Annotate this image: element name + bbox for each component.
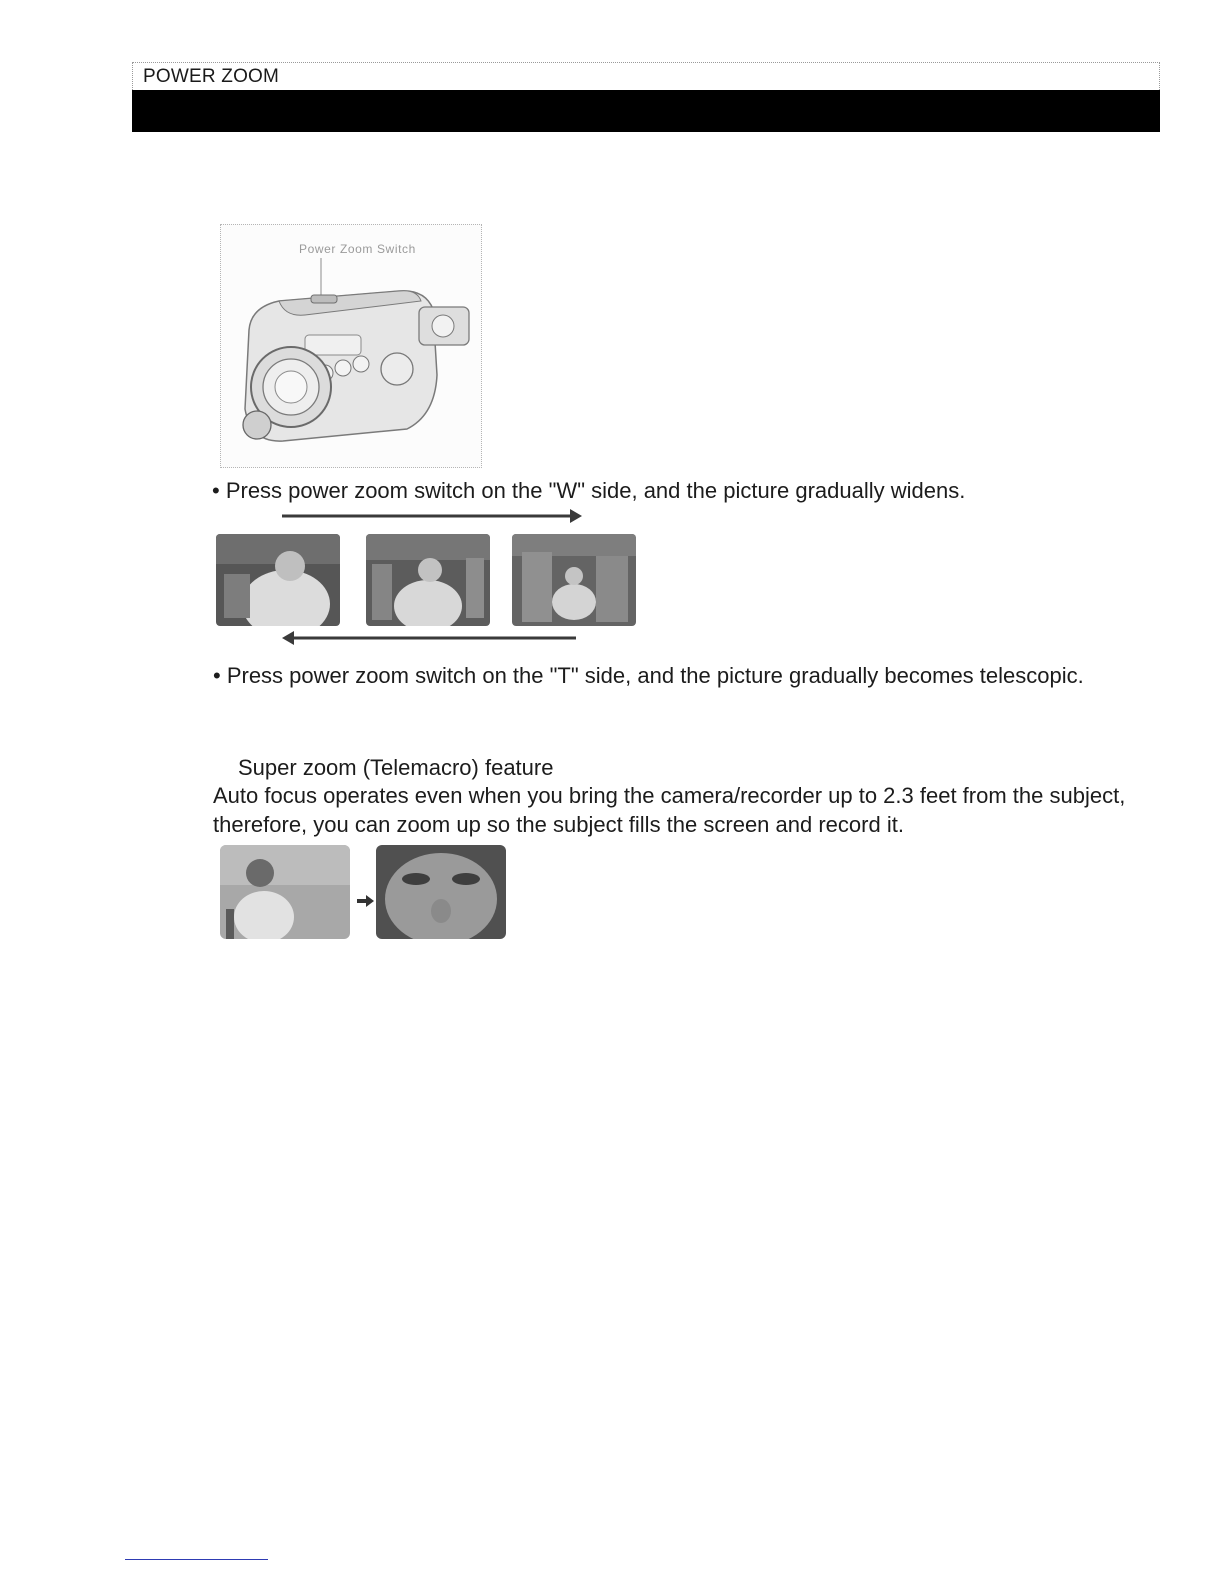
super-zoom-heading: Super zoom (Telemacro) feature bbox=[238, 755, 554, 780]
zoom-sequence-figure bbox=[216, 504, 640, 650]
zoom-frame-wide bbox=[512, 534, 636, 626]
page-header bbox=[132, 62, 1160, 90]
super-zoom-description: Auto focus operates even when you bring the camera/recorder up to 2.3 feet from the subject, therefore, you can zoom up so the subject fills the screen and record it. bbox=[213, 783, 1126, 837]
page-title: POWER ZOOM bbox=[143, 66, 280, 87]
telemacro-before bbox=[220, 845, 350, 939]
t-side-instruction: • Press power zoom switch on the "T" side, and the picture gradually becomes telescopic. bbox=[213, 663, 1084, 688]
arrow-right-icon bbox=[356, 894, 376, 908]
camera-illustration bbox=[220, 224, 482, 468]
header-bar bbox=[132, 90, 1160, 132]
telemacro-after bbox=[376, 845, 506, 939]
zoom-frame-tele bbox=[216, 534, 340, 626]
footnote-rule bbox=[125, 1559, 268, 1560]
camera-callout-label: Power Zoom Switch bbox=[299, 242, 416, 256]
zoom-frame-mid bbox=[366, 534, 490, 626]
telemacro-figure bbox=[220, 842, 510, 942]
w-side-instruction: • Press power zoom switch on the "W" side, and the picture gradually widens. bbox=[212, 478, 966, 503]
